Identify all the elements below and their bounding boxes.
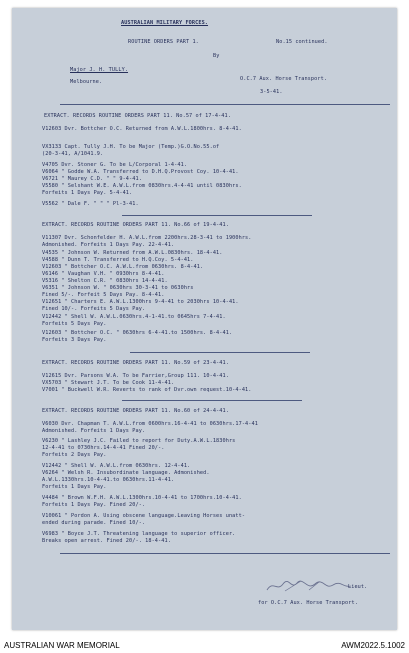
unit-name: O.C.7 Aux. Horse Transport. <box>240 76 328 82</box>
order-line: V6351 " Johnson W. " 0630hrs 30-3-41 to 0630hrs <box>42 285 194 291</box>
document-date: 3-5-41. <box>260 89 283 95</box>
document-subtitle: ROUTINE ORDERS PART 1. <box>128 39 199 45</box>
document-title: AUSTRALIAN MILITARY FORCES. <box>121 20 209 26</box>
order-line: V6230 " Lashley J.C. Failed to report for Duty.A.W.L.1830hrs <box>42 438 236 444</box>
order-line: A.W.L.1330hrs.10-4-41.to 0630hrs.11-4-41. <box>42 477 175 483</box>
order-line: V5316 " Shelton C.R. " 0830hrs 14-4-41. <box>42 278 168 284</box>
order-line: Admonished. Forfeits 1 Days Pay. 22-4-41. <box>42 242 175 248</box>
order-line: V12442 " Shell W. A.W.L.0630hrs.4-1-41.to 0645hrs 7-4-41. <box>42 314 226 320</box>
order-line: V4705 Dvr. Stoner G. To be L/Corporal 1-4-41. <box>42 162 188 168</box>
footer-reference: AWM2022.5.1002 <box>341 641 405 650</box>
order-line: ended during parade. Fined 10/-. <box>42 520 146 526</box>
order-line: 12-4-41 to 0730hrs.14-4-41 Fined 20/-. <box>42 445 165 451</box>
divider <box>60 553 390 554</box>
order-line: V6064 " Godde W.A. Transferred to D.H.Q.Provost Coy. 10-4-41. <box>42 169 239 175</box>
order-line: V4535 " Johnson W. Returned from A.W.L.0830hrs. 18-4-41. <box>42 250 223 256</box>
order-line: Forfeits 1 Days Pay. Fined 20/-. <box>42 502 146 508</box>
order-line: V12651 " Charters E. A.W.L.1300hrs 9-4-41 to 2030hrs 10-4-41. <box>42 299 239 305</box>
order-line: Fined 10/-. Forfeits 5 Days Pay. <box>42 306 146 312</box>
order-line: V5580 " Selshant W.E. A.W.L.from 0830hrs.4-4-41 until 0830hrs. <box>42 183 242 189</box>
order-line: Forfeits 5 Days Pay. <box>42 321 107 327</box>
divider <box>122 215 312 216</box>
place: Melbourne. <box>70 79 103 85</box>
order-line: V12603 " Bottcher O.C. A.W.L.from 0630hrs. 8-4-41. <box>42 264 204 270</box>
order-line: V12442 " Shell W. A.W.L.from 0630hrs. 12-4-41. <box>42 463 191 469</box>
order-line: Fined 5/-. Forfeit 5 Days Pay. 8-4-41. <box>42 292 165 298</box>
officer-name: Major J. H. TULLY. <box>70 67 129 73</box>
order-line: Forfeits 2 Days Pay. <box>42 452 107 458</box>
order-line: V5562 " Dale F. " " " Pl-3-41. <box>42 201 139 207</box>
section-heading: EXTRACT. RECORDS ROUTINE ORDERS PART 11. No.60 of 24-4-41. <box>42 408 229 414</box>
order-line: Admonished. Forfeits 1 Days Pay. <box>42 428 146 434</box>
archive-footer <box>0 638 409 653</box>
divider <box>60 104 390 105</box>
order-line: Breaks open arrest. Fined 20/-. 18-4-41. <box>42 538 171 544</box>
order-line: V6146 " Vaughan V.H. " 0930hrs 8-4-41. <box>42 271 165 277</box>
document-page <box>12 8 397 630</box>
order-line: V11307 Dvr. Schonfelder H. A.W.L.from 2200hrs.28-3-41 to 1900hrs. <box>42 235 252 241</box>
order-line: V6030 Dvr. Chapman T. A.W.L.from 0600hrs.16-4-41 to 0630hrs.17-4-41 <box>42 421 258 427</box>
divider <box>122 400 302 401</box>
order-line: Forfeits 3 Days Pay. <box>42 337 107 343</box>
order-line: VX5703 " Stewart J.T. To be Cook 11-4-41. <box>42 380 175 386</box>
order-line: V10061 " Pordon A. Using obscene language.Leaving Horses unatt- <box>42 513 246 519</box>
order-line: VX3133 Capt. Tully J.H. To be Major (Temp.)G.O.No.55.of <box>42 144 220 150</box>
order-line: V6983 " Boyce J.T. Threatening language to superior officer. <box>42 531 236 537</box>
signature-rank: Lieut. <box>348 584 368 590</box>
continued-note: No.15 continued. <box>276 39 328 45</box>
divider <box>130 352 310 353</box>
order-line: V6264 " Welsh R. Insubordinate language. Admonished. <box>42 470 210 476</box>
footer-institution: AUSTRALIAN WAR MEMORIAL <box>4 641 120 650</box>
order-line: V6721 " Maurey C.D. " " 9-4-41. <box>42 176 142 182</box>
signature-for-line: for O.C.7 Aux. Horse Transport. <box>258 600 358 606</box>
order-line: V7001 " Buckwell W.R. Reverts to rank of Dvr.own request.10-4-41. <box>42 387 252 393</box>
order-line: Forfeits 1 Days Pay. 5-4-41. <box>42 190 133 196</box>
by-label: By <box>213 53 220 59</box>
order-line: V12603 Dvr. Bottcher O.C. Returned from A.W.L.1800hrs. 8-4-41. <box>42 126 242 132</box>
section-heading: EXTRACT. RECORDS ROUTINE ORDERS PART 11. No.66 of 19-4-41. <box>42 222 229 228</box>
order-line: Forfeits 1 Days Pay. <box>42 484 107 490</box>
order-line: (20-3-41, A/1041.9. <box>42 151 104 157</box>
order-line: V4588 " Dunn T. Transferred to H.Q.Coy. 5-4-41. <box>42 257 194 263</box>
order-line: V12603 " Bottcher O.C. " 0630hrs 6-4-41.to 1500hrs. 8-4-41. <box>42 330 233 336</box>
section-heading: EXTRACT. RECORDS ROUTINE ORDERS PART 11. No.59 of 23-4-41. <box>42 360 229 366</box>
section-heading: EXTRACT. RECORDS ROUTINE ORDERS PART 11. No.57 of 17-4-41. <box>44 113 231 119</box>
order-line: V4484 " Brown W.F.H. A.W.L.1300hrs.10-4-41 to 1700hrs.10-4-41. <box>42 495 242 501</box>
handwritten-signature <box>265 578 355 594</box>
order-line: V12615 Dvr. Parsons W.A. To be Farrier,Group 111. 10-4-41. <box>42 373 229 379</box>
